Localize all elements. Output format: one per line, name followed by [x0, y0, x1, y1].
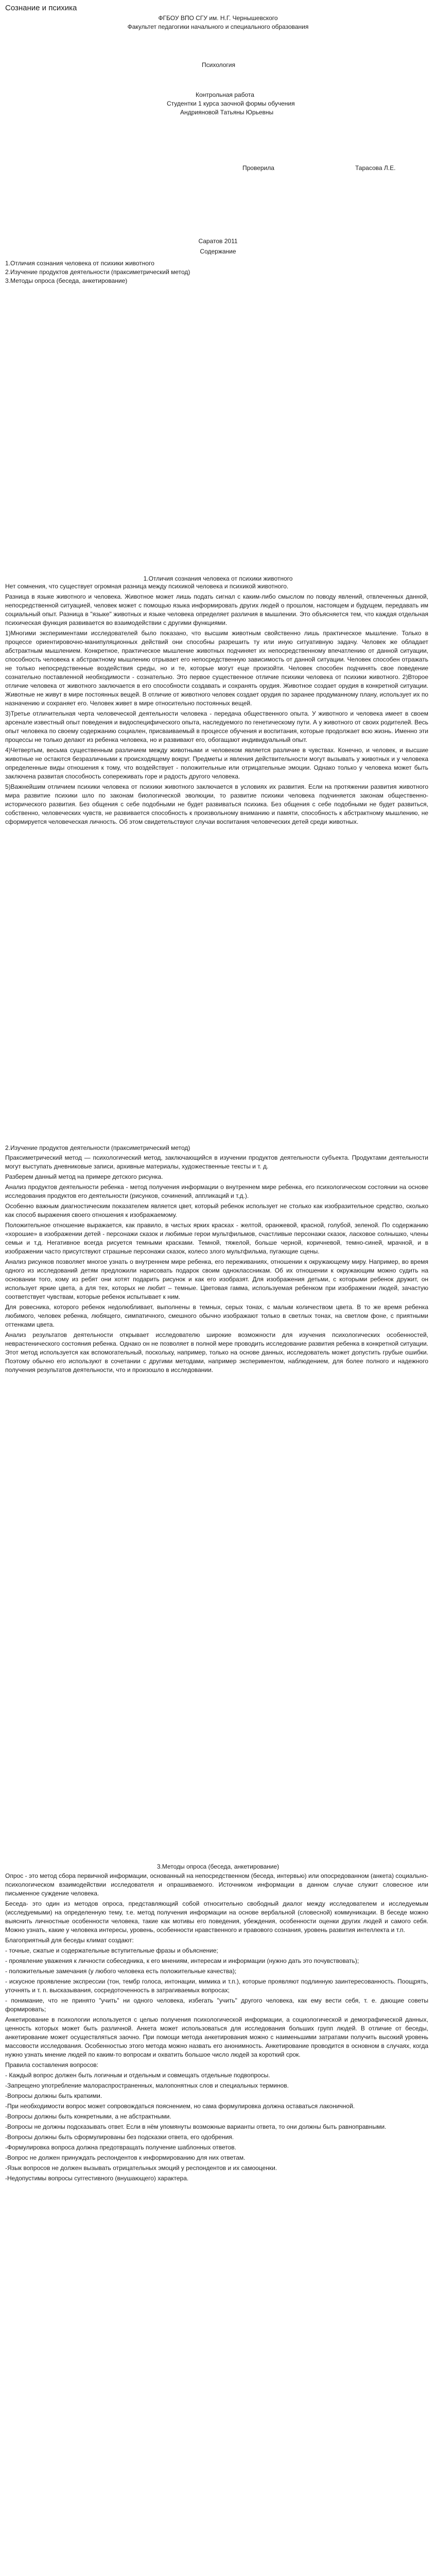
section-2-heading: 2.Изучение продуктов деятельности (праксиметрический метод) — [5, 1144, 190, 1151]
paragraph: 5)Важнейшим отличием психики человека от психики животного заключается в условиях их развития. Если на протяжении развития животного мира развитие психики шло по законам биологической эволюции, то развитие психики человека подчиняется законам общественно-исторического развития. Без общения с себе подобными не будет развиваться психика. Без общения с себе подобными не будет развиться, собственно, человеческих чувств, не развивается способность к произвольному вниманию и памяти, способность к абстрактному мышлению, не сформируется человеческая личность. Об этом свидетельствуют случаи воспитания человеческих детей среди животных. — [5, 783, 428, 825]
paragraph: -Язык вопросов не должен вызывать отрицательных эмоций у респондентов и их самооценки. — [5, 2164, 277, 2172]
paragraph: - искусное проявление экспрессии (тон, тембр голоса, интонации, мимика и т.п.), которые проявляют подлинную заинтересованность. Поощрять, уточнять и т. п. высказывания, сосредоточенность в затрагиваемых вопросах; — [5, 1978, 428, 1994]
paragraph: Анализ рисунков позволяет многое узнать о внутреннем мире ребенка, его переживаниях, отношении к окружающему миру. Например, во время одного из исследований детям предложили нарисовать подарок своим одноклассникам. Об их отношении к окружающим можно судить на основании того, кому из ребят они хотят подарить рисунок и как его изобразят. Для изображения детьми, с которыми ребенок дружит, он использует яркие цвета, а для тех, которых не любит – темные. Цветовая гамма, используемая ребенком при изображении людей, зачастую соответствует чувствам, которые ребенок испытывает к ним. — [5, 1258, 428, 1300]
paragraph: - точные, сжатые и содержательные вступительные фразы и объяснение; — [5, 1947, 218, 1954]
paragraph: Опрос - это метод сбора первичной информации, основанный на непосредственном (беседа, интервью) или опосредованном (анкета) социально-психологическом взаимодействии исследователя и опрашиваемого. Источником информации в данном случае служит словесное или письменное суждение человека. — [5, 1872, 428, 1897]
paragraph: -При необходимости вопрос может сопровождаться пояснением, но сама формулировка должна оставаться лаконичной. — [5, 2103, 355, 2110]
paragraph: -Запрещено употребление малораспространенных, малопонятных слов и специальных терминов. — [5, 2082, 289, 2089]
toc-item: 1.Отличия сознания человека от психики животного — [5, 260, 154, 267]
toc-item: 3.Методы опроса (беседа, анкетирование) — [5, 277, 128, 284]
section-1-body — [5, 582, 428, 828]
toc-heading: Содержание — [200, 248, 236, 255]
paragraph: -Вопросы должны быть конкретными, а не абстрактными. — [5, 2113, 171, 2120]
paragraph: Праксиметрический метод — психологический метод, заключающийся в изучении продуктов деятельности субъекта. Продуктами деятельности могут выступать дневниковые записи, архивные материалы, художественные тексты и т. д. — [5, 1154, 428, 1170]
paragraph: Разберем данный метод на примере детского рисунка. — [5, 1173, 163, 1180]
paragraph: - проявление уважения к личности собеседника, к его мнениям, интересам и информации (нужно дать это почувствовать); — [5, 1957, 359, 1964]
paragraph: Благоприятный для беседы климат создают: — [5, 1937, 134, 1944]
paragraph: Анкетирование в психологии используется с целью получения психологической информации, а социологической и демографической данных, ценность которых может быть различной. Анкета может использоваться для исследования больших групп людей. В отличие от беседы, анкетирование может осуществляться заочно. При помощи метода анкетирования можно с наименьшими затратами получить высокий уровень массовости исследования. Особенностью этого метода можно назвать его анонимность. Анкетирование проводится в основном в случаях, когда нужно узнать мнение людей по каким-то вопросам и охватить большое число людей за короткий срок. — [5, 2016, 428, 2058]
checker-name: Тарасова Л.Е. — [355, 164, 396, 172]
paragraph: -Вопросы не должны подсказывать ответ. Если в нём упомянуты возможные варианты ответа, то они должны быть равноправными. — [5, 2123, 387, 2130]
paragraph: Анализ результатов деятельности открывает исследователю широкие возможности для изучения психологических особенностей, неврастенического состояния ребенка. Однако он не позволяет в полной мере проводить исследование развития ребенка в конкретной ситуации. Этот метод используется как вспомогательный, поскольку, например, только на основе данных, исследователь может допустить грубые ошибки. Поэтому обычно его используют в сочетании с другими методами, например экспериментом, наблюдением, для более полного и надежного получения результатов деятельности, что и произошло в исследовании. — [5, 1331, 428, 1374]
paragraph: -Вопрос не должен принуждать респондентов к информированию для них ответам. — [5, 2154, 246, 2161]
paragraph: - Каждый вопрос должен быть логичным и отдельным и совмещать отдельные подвопросы. — [5, 2072, 270, 2079]
paragraph: 1)Многими экспериментами исследователей было показано, что высшим животным свойственно лишь практическое мышление. Только в процессе ориентировочно-манипуляционных действий они способны разрешить ту или иную ситуативную задачу. Человек же обладает абстрактным мышлением. Конкретное, практическое мышление животных подчиняет их непосредственному впечатлению от данной ситуации, способность человека к абстрактному мышлению отрывает его непосредственную зависимость от данной ситуации. Человек способен отражать не только непосредственные воздействия среды, но и те, которые могут еще произойти. Человек способен подчинять свое поведение сознательно поставленной необходимости - сознательно. Это первое существенное отличие психики человека от психики животного. 2)Второе отличие человека от животного заключается в его способности создавать и сохранять орудия. Животное создает орудия в конкретной ситуации. Животные не живут в мире постоянных вещей. В отличие от животного человек создает орудия по заранее продуманному плану, использует их по назначению и сохраняет его. Человек живет в мире относительно постоянных вещей. — [5, 630, 428, 707]
section-3-heading: 3.Методы опроса (беседа, анкетирование) — [156, 1863, 280, 1870]
paragraph: - понимание, что не принято "учить" ни одного человека, избегать "учить" другого человека, как ему вести себя, т. е. дающие советы формировать; — [5, 1997, 428, 2013]
student-line: Студентки 1 курса заочной формы обучения — [167, 100, 295, 107]
checked-label: Проверила — [242, 164, 274, 172]
toc-list — [5, 259, 428, 285]
institution-line: ФГБОУ ВПО СГУ им. Н.Г. Чернышевского — [158, 14, 278, 22]
paragraph: Правила составления вопросов: — [5, 2061, 99, 2069]
toc-item: 2.Изучение продуктов деятельности (праксиметрический метод) — [5, 268, 190, 276]
paragraph: Особенно важным диагностическим показателем является цвет, который ребенок использует не столько как изобразительное средство, сколько как способ выражения своего отношения к изображаемому. — [5, 1202, 428, 1218]
paragraph: 3)Третье отличительная черта человеческой деятельности человека - передача общественного опыта. У животного и человека имеет в своем арсенале известный опыт поведения и видоспецифического опыта, наследуемого по генетическому пути. А у животного от своих родителей. Весь опыт человека по своему содержанию социален, присваиваемый в процессе обучения и воспитания, которые продолжает всю жизнь. Именно эти процессы не только делают из ребенка человека, но и развивают его, обогащают индивидуальный опыт. — [5, 710, 428, 743]
paragraph: -Вопросы должны быть краткими. — [5, 2092, 102, 2099]
student-name: Андрияновой Татьяны Юрьевны — [180, 109, 274, 116]
paragraph: -Недопустимы вопросы суггестивного (внушающего) характера. — [5, 2175, 189, 2182]
department-line: Психология — [202, 61, 235, 69]
faculty-line: Факультет педагогики начального и специального образования — [127, 23, 309, 30]
paragraph: 4)Четвертым, весьма существенным различием между животными и человеком является различие в чувствах. Конечно, и человек, и высшие животные не остаются безразличными к происходящему вокруг. Предметы и явления действительности могут вызывать у животных и у человека определенные виды отношения к тому, что воздействует - положительные или отрицательные эмоции. Однако только у человека может быть заключена развитая способность сопереживать горе и радость другого человека. — [5, 747, 428, 780]
paragraph: -Вопросы должны быть сформулированы без подсказки ответа, его одобрения. — [5, 2133, 234, 2141]
city-year-line: Саратов 2011 — [198, 238, 238, 245]
paragraph: Беседа- это один из методов опроса, представляющий собой относительно свободный диалог между исследователем и исследуемым (исследуемыми) на определенную тему, т.е. метод получения информации на основе вербальной (словесной) коммуникации. В беседе можно выяснить личностные особенности человека, такие как мотивы его поведения, убеждения, особенности оценки других людей и самого себя. Можно узнать, какие у человека интересы, уровень, особенности нравственного и правового сознания, уровень развития интеллекта и т.п. — [5, 1900, 428, 1934]
paragraph: Разница в языке животного и человека. Животное может лишь подать сигнал с каким-либо смыслом по поводу явлений, отвлеченных данной, непосредственной ситуацией, человек может с помощью языка информировать других людей о прошлом, настоящем и будущем, передавать им социальный опыт. Разница в "языке" животных и языке человека определяет различия в мышлении. Это объясняется тем, что каждая отдельная психическая функция развивается во взаимодействии с другими функциями. — [5, 593, 428, 626]
paragraph: Анализ продуктов деятельности ребенка - метод получения информации о внутреннем мире ребенка, его психологическом состоянии на основе исследования продуктов его деятельности (рисунков, сочинений, аппликаций и т.д.). — [5, 1183, 428, 1199]
section-1-heading: 1.Отличия сознания человека от психики животного — [143, 575, 293, 582]
paragraph: Нет сомнения, что существует огромная разница между психикой человека и психикой животного. — [5, 583, 289, 590]
document-title: Сознание и психика — [5, 4, 77, 12]
paragraph: Для ровесника, которого ребенок недолюбливает, выполнены в темных, серых тонах, с малым количеством цвета. В то же время ребенка любимого, человек ребенка, любящего, симпатичного, смешного обычно изображают только в светлых тонах, на светлом фоне, с приятными оттенками цвета. — [5, 1303, 428, 1328]
section-2-body — [5, 1154, 428, 1376]
paragraph: - положительные замечания (у любого человека есть положительные качества); — [5, 1968, 237, 1975]
paragraph: -Формулировка вопроса должна предотвращать получение шаблонных ответов. — [5, 2144, 236, 2151]
work-type-line: Контрольная работа — [196, 91, 254, 98]
section-3-body — [5, 1872, 428, 2184]
paragraph: Положительное отношение выражается, как правило, в чистых ярких красках - желтой, оранжевой, красной, голубой, зеленой. По содержанию «хорошие» в изображении детей - персонажи сказок и любимые герои мультфильмов, счастливые персонажи сказок, ласковое солнышко, члены семьи и т.д. Негативное всегда рисуется темными красками. Темной, тяжелой, больше черной, коричневой, темно-синей, мрачной, и в изображении часто присутствуют страшные персонажи сказок, колесо злого мультфильма, пугающие сцены. — [5, 1222, 428, 1255]
